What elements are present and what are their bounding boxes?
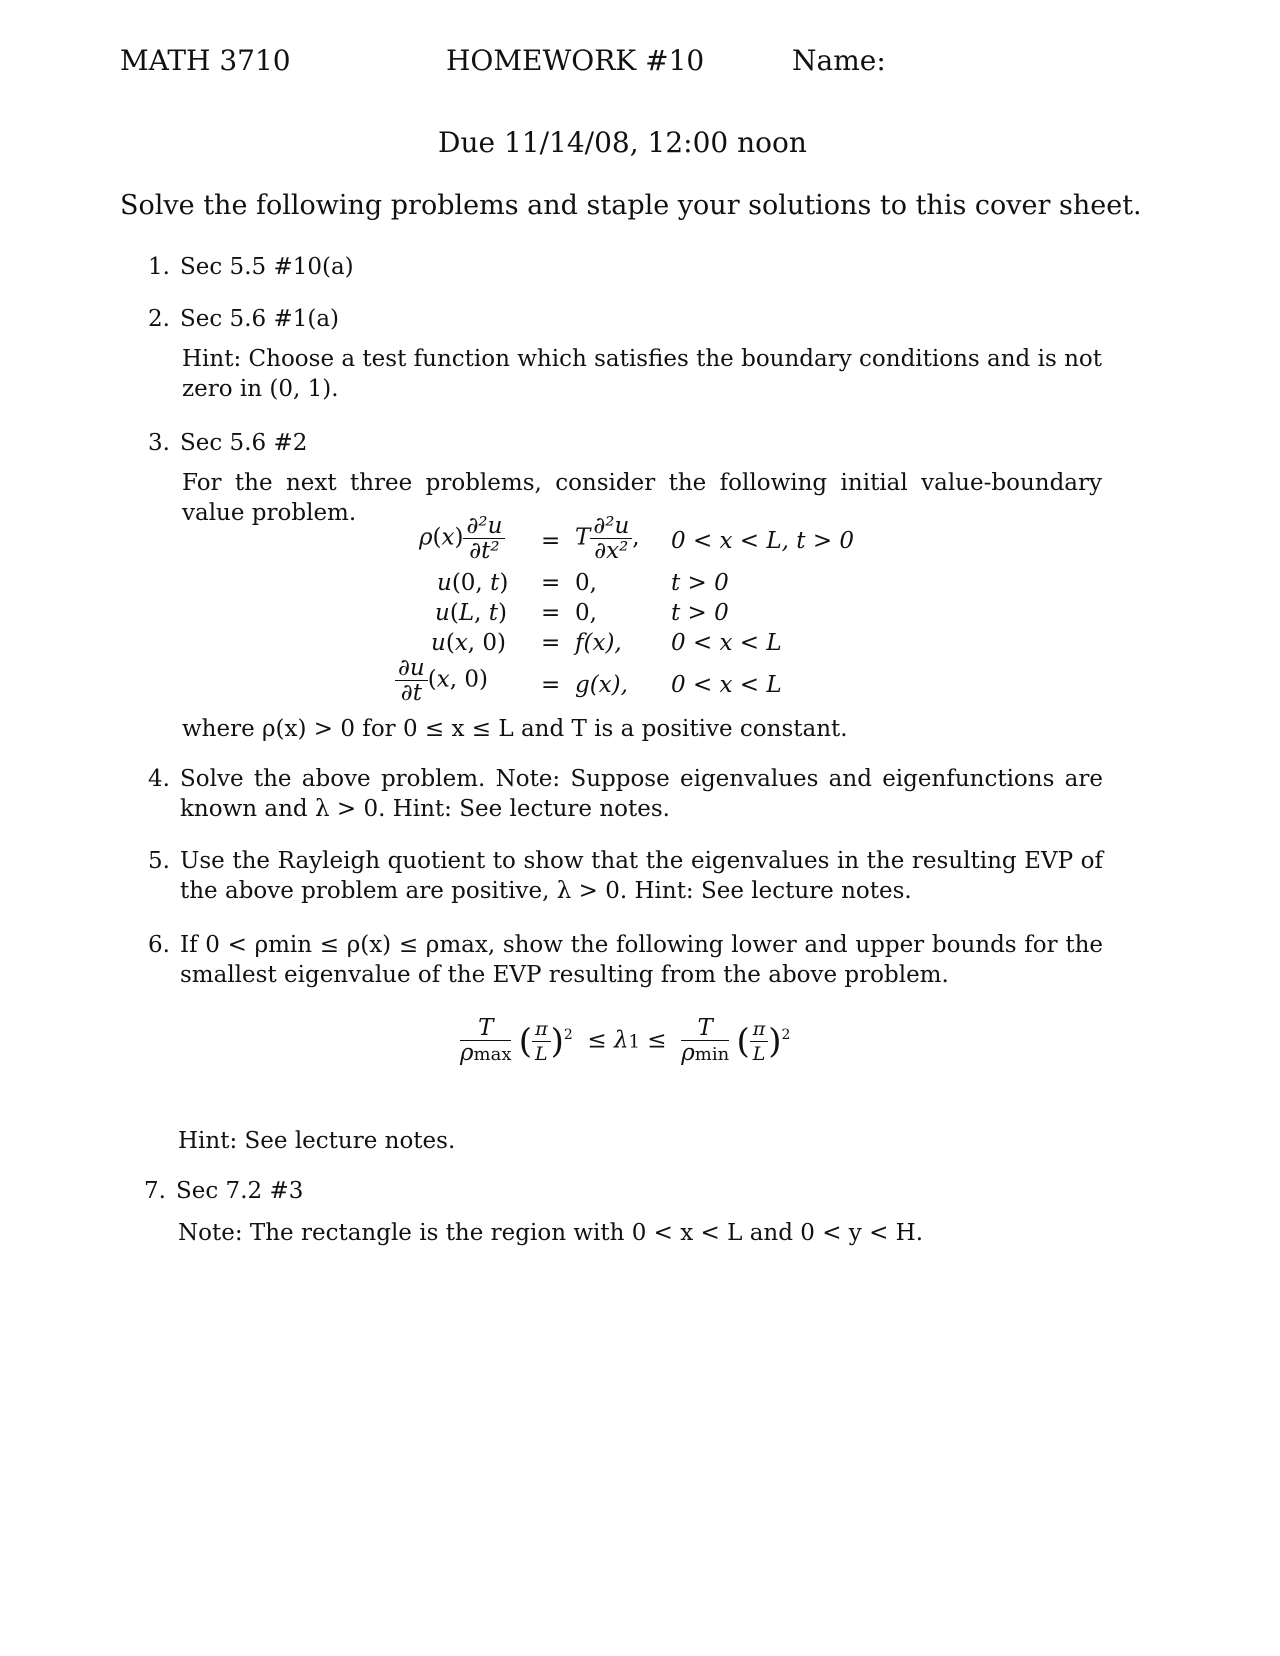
homework-title: HOMEWORK #10 — [446, 44, 705, 77]
bc-right-lhs: u(L, t) — [435, 600, 507, 626]
problem-3-preamble: For the next three problems, consider the following initial value-boundary value problem. — [182, 470, 1102, 526]
problem-1 — [148, 252, 354, 282]
problem-text: If 0 < ρmin ≤ ρ(x) ≤ ρmax, show the following lower and upper bounds for the smallest eigenvalue of the EVP resulting from the above problem. — [180, 932, 1103, 988]
ic-displacement-rhs: f(x), — [575, 630, 622, 656]
problem-text: Sec 5.5 #10(a) — [180, 254, 354, 280]
problem-text: Sec 5.6 #2 — [180, 430, 308, 456]
name-label: Name: — [792, 44, 886, 77]
problem-number: 4. — [148, 766, 170, 792]
problem-number: 3. — [148, 430, 170, 456]
problem-3-where: where ρ(x) > 0 for 0 ≤ x ≤ L and T is a positive constant. — [182, 716, 848, 742]
ic-displacement-condition: 0 < x < L — [671, 630, 782, 656]
ic-velocity-rhs: g(x), — [575, 672, 628, 698]
problem-number: 1. — [148, 254, 170, 280]
bc-left-lhs: u(0, t) — [437, 570, 509, 596]
pde-rhs: T $\frac{\text{∂²u}}{\text{∂x²}}$ , — [575, 513, 640, 564]
problem-7-note: Note: The rectangle is the region with 0 < x < L and 0 < y < H. — [178, 1220, 924, 1246]
ic-velocity-lhs: $\frac{\partial u}{\partial t}$ (x, 0) — [395, 656, 488, 705]
problem-6-hint: Hint: See lecture notes. — [178, 1128, 456, 1154]
problem-number: 5. — [148, 848, 170, 874]
problem-7 — [144, 1176, 303, 1206]
problem-number: 6. — [148, 932, 170, 958]
course-number: MATH 3710 — [120, 44, 291, 77]
problem-text: Use the Rayleigh quotient to show that the eigenvalues in the resulting EVP of the above problem are positive, λ > 0. Hint: See lecture notes. — [180, 848, 1103, 904]
problem-number: 7. — [144, 1178, 166, 1204]
bc-left-condition: t > 0 — [671, 570, 729, 596]
ic-displacement-lhs: u(x, 0) — [431, 630, 507, 656]
problem-4 — [148, 764, 1103, 824]
problem-3 — [148, 428, 307, 458]
bc-left-rhs: 0, — [575, 570, 597, 596]
instructions: Solve the following problems and staple your solutions to this cover sheet. — [120, 190, 1142, 221]
pde-lhs: ρ(x) $\frac{\text{∂²u}}{\text{∂t²}}$ — [419, 514, 505, 563]
bc-right-rhs: 0, — [575, 600, 597, 626]
problem-number: 2. — [148, 306, 170, 332]
problem-text: Solve the above problem. Note: Suppose eigenvalues and eigenfunctions are known and λ > 0. Hint: See lecture notes. — [180, 766, 1103, 822]
problem-6 — [148, 930, 1103, 990]
ic-velocity-condition: 0 < x < L — [671, 672, 782, 698]
pde-system: ρ(x) $\frac{\text{∂²u}}{\text{∂t²}}$ = T $\frac{\text{∂²u}}{\text{∂x²}}$ , 0 < x < L, t > 0 u(0, t) = 0, t > 0 u(L, t) = 0, t > 0 u(x, 0) = f(x), 0 < x < L $\frac{\partial u}{\partial t}$ (x, 0) = g(x), 0 < x < L — [395, 514, 915, 710]
problem-text: Sec 5.6 #1(a) — [180, 306, 340, 332]
problem-2-hint: Hint: Choose a test function which satisfies the boundary conditions and is not zero in (0, 1). — [182, 346, 1102, 402]
problem-2 — [148, 304, 339, 334]
pde-condition: 0 < x < L, t > 0 — [671, 528, 855, 554]
problem-5 — [148, 846, 1103, 906]
problem-text: Sec 7.2 #3 — [176, 1178, 304, 1204]
bc-right-condition: t > 0 — [671, 600, 729, 626]
due-date: Due 11/14/08, 12:00 noon — [438, 126, 807, 159]
eigenvalue-bounds: $\frac{T}{\rho\max}$ ( $\frac{\pi}{L}$ )$^2$ ≤ λ1 ≤ $\frac{T}{\rho\min}$ ( $\frac{\pi}{L}$ )$^2$ — [460, 1015, 791, 1066]
